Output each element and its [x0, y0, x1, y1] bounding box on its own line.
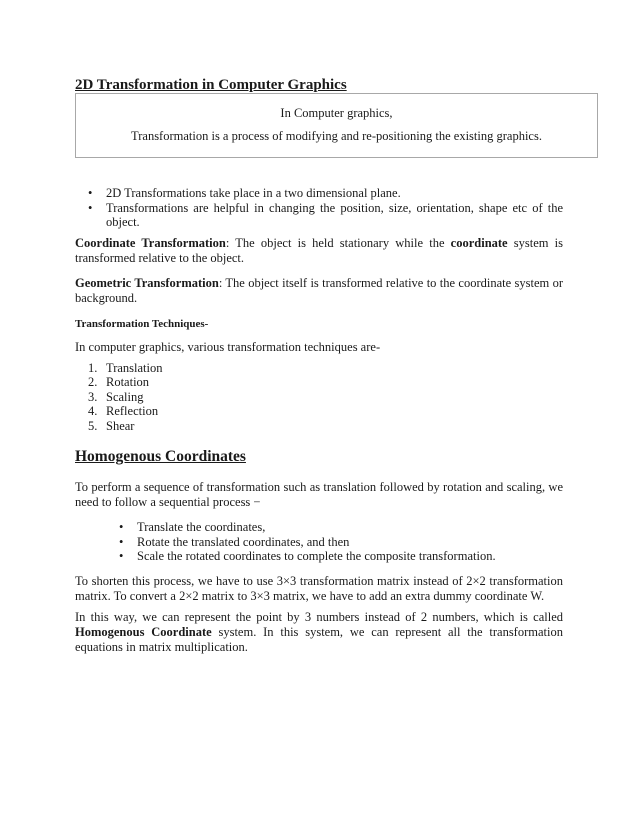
definition-box: [75, 93, 598, 158]
bullet-icon: •: [119, 534, 124, 549]
homogenous-coordinate-term: Homogenous Coordinate: [75, 625, 212, 639]
coordinate-transformation-paragraph: Coordinate Transformation: The object is held stationary while the coordinate system is transformed relative to the object.: [75, 236, 564, 265]
geometric-transformation-term: Geometric Transformation: [75, 276, 219, 290]
definition-line-2: Transformation is a process of modifying and re-positioning the existing graphics.: [131, 129, 542, 143]
bullet-icon: •: [119, 549, 124, 563]
bullet-list-2d: [75, 186, 563, 230]
list-item: 4. Reflection: [88, 404, 159, 419]
geometric-transformation-paragraph: Geometric Transformation: The object itself is transformed relative to the coordinate system or background.: [75, 276, 563, 305]
matrix-paragraph: To shorten this process, we have to use 3×3 transformation matrix instead of 2×2 transformation matrix. To convert a 2×2 matrix to 3×3 matrix, we have to add an extra dummy coordinate W.: [75, 574, 563, 603]
homogenous-intro-paragraph: To perform a sequence of transformation such as translation followed by rotation and scaling, we need to follow a sequential process −: [75, 480, 563, 509]
bullet-icon: •: [88, 186, 93, 200]
list-item: • Scale the rotated coordinates to complete the composite transformation.: [119, 549, 496, 563]
homogenous-definition-paragraph: In this way, we can represent the point by 3 numbers instead of 2 numbers, which is called Homogenous Coordinate system. In this system, we can represent all the transformation equations in matrix multiplication.: [75, 610, 563, 654]
list-item: 2. Rotation: [88, 375, 150, 390]
coordinate-transformation-term: Coordinate Transformation: [75, 236, 226, 250]
techniques-intro: In computer graphics, various transformation techniques are-: [75, 340, 381, 354]
list-item: • 2D Transformations take place in a two dimensional plane.: [88, 186, 401, 200]
techniques-heading: Transformation Techniques-: [75, 318, 209, 330]
list-item: • Rotate the translated coordinates, and then: [119, 534, 350, 549]
section-title-homogenous-coordinates: Homogenous Coordinates: [75, 448, 246, 465]
bullet-icon: •: [88, 200, 93, 215]
techniques-list: [75, 361, 163, 433]
bullet-icon: •: [119, 520, 124, 534]
list-item: 5. Shear: [88, 418, 135, 433]
steps-list: [106, 520, 563, 564]
list-item: • Translate the coordinates,: [119, 520, 266, 534]
list-item: • Transformations are helpful in changing the position, size, orientation, shape etc of the object.: [88, 200, 563, 229]
list-item: 1. Translation: [88, 361, 163, 375]
section-title-2d-transformation: 2D Transformation in Computer Graphics: [75, 77, 347, 93]
definition-line-1: In Computer graphics,: [280, 106, 393, 120]
list-item: 3. Scaling: [88, 389, 144, 404]
